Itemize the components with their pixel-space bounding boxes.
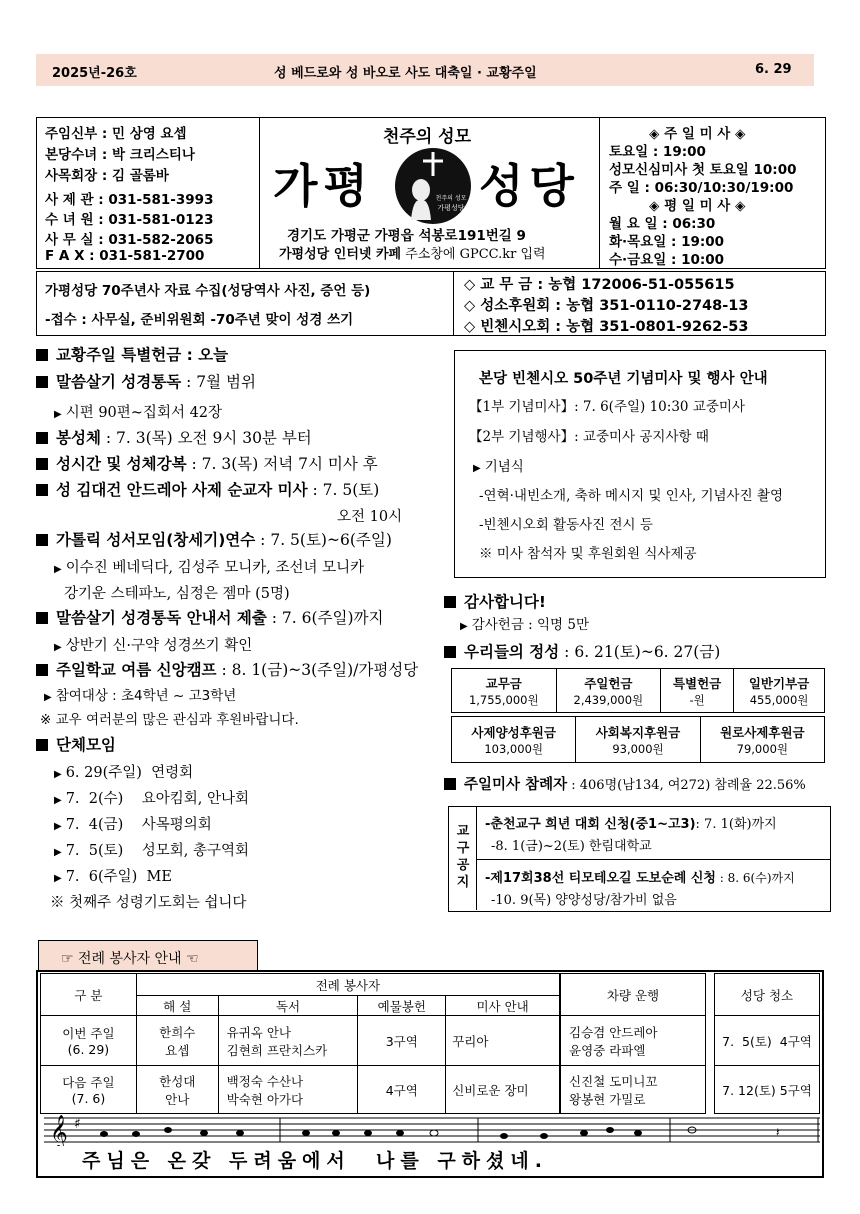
notice-line2: -접수 : 사무실, 준비위원회 -70주년 맞이 성경 쓰기	[45, 312, 354, 328]
masthead	[36, 117, 826, 269]
header-bar	[36, 54, 814, 86]
meeting-item: ▶ 7. 5(토) 성모회, 총구역회	[54, 843, 250, 859]
bible-study-members: ▶ 이수진 베네딕다, 김성주 모니카, 조선녀 모니카	[54, 560, 365, 576]
meeting-item: ▶ 7. 2(수) 요아킴회, 안나회	[54, 791, 250, 807]
anniversary-notice	[36, 271, 454, 336]
masthead-subtitle: 천주의 성모	[383, 127, 472, 147]
item-group-meetings: 단체모임	[36, 733, 116, 755]
header-gift: 예물봉헌	[358, 996, 446, 1016]
cleaning-table: 성당 청소 7. 5(토) 4구역 7. 12(토) 5구역	[714, 973, 820, 1114]
bible-reading-range: ▶ 시편 90편~집회서 42장	[54, 405, 223, 421]
offering-cell: 사제양성후원금 103,000원	[452, 717, 576, 763]
offering-table-2	[451, 716, 825, 763]
summer-camp-note: ※ 교우 여러분의 많은 관심과 후원바랍니다.	[40, 712, 299, 728]
meeting-item: ▶ 7. 6(주일) ME	[54, 869, 172, 885]
offering-table-1	[451, 668, 825, 713]
staff-priest: 주임신부 : 민 상영 요셉	[45, 126, 187, 142]
reading-guide-check: ▶ 상반기 신·구약 성경쓰기 확인	[54, 638, 253, 654]
header-cleaning: 성당 청소	[715, 974, 820, 1016]
event-ceremony-detail: -연혁·내빈소개, 축하 메시지 및 인사, 기념사진 촬영	[479, 488, 784, 504]
event-ceremony: ▶ 기념식	[473, 459, 524, 475]
issue-date: 6. 29	[755, 62, 792, 77]
cafe-hint: 주소창에 GPCC.kr 입력	[405, 247, 546, 262]
header-division: 구 분	[41, 974, 137, 1016]
staff-president: 사목회장 : 김 골롬바	[45, 168, 169, 184]
header-reader: 독서	[218, 996, 358, 1016]
svg-text:♯: ♯	[74, 1116, 81, 1132]
staff-fax: F A X : 031-581-2700	[45, 248, 205, 264]
staff-rectory-phone: 사 제 관 : 031-581-3993	[45, 192, 214, 208]
diocese-notice-1-sub: -8. 1(금)~2(토) 한림대학교	[491, 839, 652, 854]
sunday-mass-heading: ◈ 주 일 미 사 ◈	[649, 126, 746, 142]
mass-wed-fri: 수·금요일 : 10:00	[609, 252, 725, 268]
mass-saturday: 토요일 : 19:00	[609, 144, 706, 160]
church-address: 경기도 가평군 가평읍 석봉로191번길 9	[287, 228, 526, 244]
item-bible-study: 가톨릭 성서모임(창세기)연수 : 7. 5(토)~6(주일)	[36, 528, 392, 550]
summer-camp-target: ▶ 참여대상 : 초4학년 ~ 고3학년	[44, 688, 237, 704]
psalm-lyrics: 주님은 온갖 두려움에서 나를 구하셨네.	[82, 1150, 548, 1172]
event-part2: 【2부 기념행사】: 교중미사 공지사항 때	[469, 429, 709, 445]
item-summer-camp: 주일학교 여름 신앙캠프 : 8. 1(금)~3(주일)/가평성당	[36, 658, 418, 680]
music-staff	[44, 1114, 820, 1146]
diocese-notice-box	[448, 806, 831, 912]
event-exhibit: -빈첸시오회 활동사진 전시 등	[479, 517, 653, 533]
item-holy-hour: 성시간 및 성체강복 : 7. 3(목) 저녁 7시 미사 후	[36, 452, 378, 474]
staff-office-phone: 사 무 실 : 031-582-2065	[45, 232, 214, 248]
account-dues: ◇ 교 무 금 : 농협 172006-51-055615	[464, 277, 735, 293]
church-name-right: 성당	[479, 159, 580, 213]
offering-cell: 교무금 1,755,000원	[452, 669, 557, 713]
bible-study-members-2: 강기운 스테파노, 심정은 젬마 (5명)	[64, 586, 290, 602]
service-row-this-week: 이번 주일 (6. 29) 한희수 요셉 유귀옥 안나 김현희 프란치스카 3구역 꾸리아	[41, 1016, 560, 1066]
item-bible-reading: 말씀살기 성경통독 : 7월 범위	[36, 370, 256, 392]
mass-tue-thu: 화·목요일 : 19:00	[609, 234, 725, 250]
svg-text:𝄞: 𝄞	[50, 1115, 68, 1146]
service-row-next-week: 다음 주일 (7. 6) 한성대 안나 백정숙 수산나 박숙현 아가다 4구역 신비로운 장미	[41, 1066, 560, 1114]
account-vocation: ◇ 성소후원회 : 농협 351-0110-2748-13	[464, 298, 749, 314]
diocese-notice-1: -춘천교구 희년 대회 신청(중1~고3): 7. 1(화)까지	[485, 817, 777, 832]
diocese-notice-2: -제17회38선 티모테오길 도보순례 신청 : 8. 6(수)까지	[485, 871, 795, 886]
anniversary-event-box	[454, 350, 826, 578]
church-name-left: 가평	[273, 159, 374, 213]
event-title: 본당 빈첸시오 50주년 기념미사 및 행사 안내	[479, 371, 768, 387]
svg-text:천주의 성모: 천주의 성모	[435, 195, 467, 202]
weekday-mass-heading: ◈ 평 일 미 사 ◈	[649, 198, 746, 214]
cafe-label: 가평성당 인터넷 카페	[279, 247, 402, 262]
svg-text:𝄽: 𝄽	[776, 1125, 780, 1139]
staff-convent-phone: 수 녀 원 : 031-581-0123	[45, 212, 214, 228]
offering-heading: 우리들의 정성 : 6. 21(토)~6. 27(금)	[444, 640, 720, 662]
header-car: 차량 운행	[561, 974, 706, 1016]
church-logo-icon	[393, 146, 473, 226]
meeting-item: ▶ 7. 4(금) 사목평의회	[54, 817, 212, 833]
mass-first-saturday: 성모신심미사 첫 토요일 10:00	[609, 162, 797, 178]
attendance: 주일미사 참례자 : 406명(남134, 여272) 참례율 22.56%	[444, 773, 806, 794]
martyr-mass-time: 오전 10시	[337, 509, 403, 525]
meetings-note: ※ 첫째주 성령기도회는 쉽니다	[50, 895, 247, 911]
diocese-notice-label: 교구공지	[456, 824, 470, 890]
notice-line1: 가평성당 70주년사 자료 수집(성당역사 사진, 증언 등)	[45, 283, 371, 299]
staff-sister: 본당수녀 : 박 크리스티나	[45, 147, 195, 163]
thanks-heading: 감사합니다!	[444, 590, 546, 612]
item-reading-guide: 말씀살기 성경통독 안내서 제출 : 7. 6(주일)까지	[36, 606, 383, 628]
car-table: 차량 운행 김승겸 안드레아 윤영중 라파엘 신진철 도미니꼬 왕봉현 가밀로	[560, 973, 706, 1114]
mass-monday: 월 요 일 : 06:30	[609, 216, 716, 232]
meeting-item: ▶ 6. 29(주일) 연령회	[54, 765, 194, 781]
offering-cell: 일반기부금 455,000원	[734, 669, 825, 713]
diocese-notice-2-sub: -10. 9(목) 양양성당/참가비 없음	[491, 893, 677, 908]
account-vincent: ◇ 빈첸시오회 : 농협 351-0801-9262-53	[464, 319, 749, 335]
event-part1: 【1부 기념미사】: 7. 6(주일) 10:30 교중미사	[469, 399, 745, 415]
item-martyr-mass: 성 김대건 안드레아 사제 순교자 미사 : 7. 5(토)	[36, 478, 379, 500]
item-communion-visit: 봉성체 : 7. 3(목) 오전 9시 30분 부터	[36, 426, 312, 448]
header-guide: 미사 안내	[446, 996, 560, 1016]
service-table	[40, 973, 560, 1114]
item-papal-offering: 교황주일 특별헌금 : 오늘	[36, 343, 228, 365]
bank-accounts	[454, 271, 826, 336]
issue-number: 2025년-26호	[52, 66, 137, 81]
offering-cell: 원로사제후원금 79,000원	[700, 717, 824, 763]
thanks-detail: ▶ 감사헌금 : 익명 5만	[460, 617, 590, 633]
page-title: 성 베드로와 성 바오로 사도 대축일 · 교황주일	[274, 66, 537, 81]
mass-sunday: 주 일 : 06:30/10:30/19:00	[609, 180, 794, 196]
offering-cell: 특별헌금 -원	[661, 669, 734, 713]
offering-cell: 사회복지후원금 93,000원	[576, 717, 700, 763]
svg-text:가평성당: 가평성당	[437, 204, 465, 212]
header-commentator: 해 설	[136, 996, 218, 1016]
service-tag: ☞ 전례 봉사자 안내 ☜	[38, 940, 258, 972]
header-servers: 전례 봉사자	[136, 974, 559, 996]
event-meal-note: ※ 미사 참석자 및 후원회원 식사제공	[479, 546, 697, 562]
offering-cell: 주일헌금 2,439,000원	[556, 669, 661, 713]
